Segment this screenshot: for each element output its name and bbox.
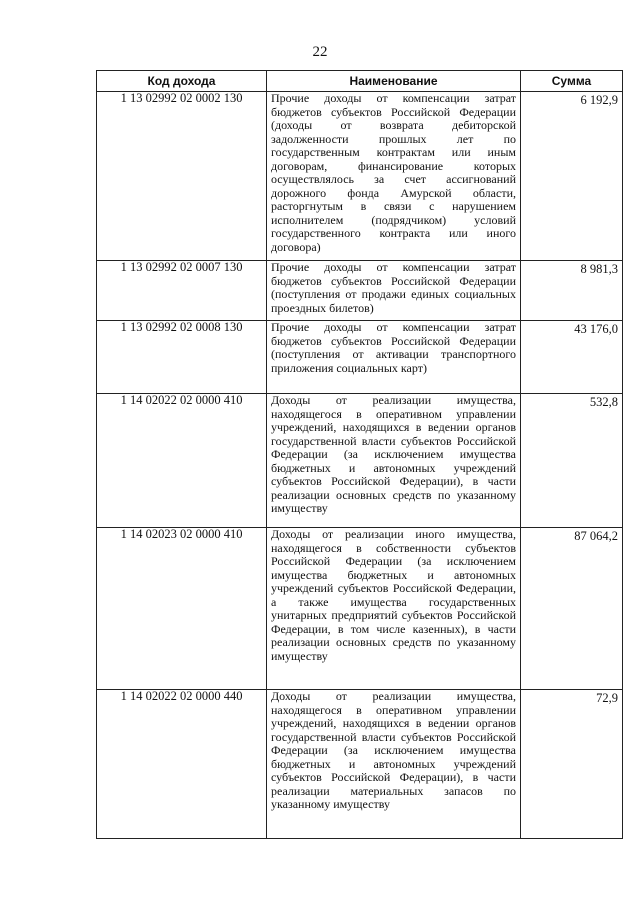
table-row [97, 394, 623, 528]
revenue-name: Доходы от реализации имущества, находящегося в оперативном управлении учреждений, находящихся в ведении органов государственной власти субъектов Российской Федерации (за исключением имущества бюджетных и автономных учреждений субъектов Российской Федерации), в части реализации материальных запасов по указанному имуществу [267, 690, 521, 839]
revenue-name: Прочие доходы от компенсации затрат бюджетов субъектов Российской Федерации (доходы от возврата дебиторской задолженности прошлых лет по государственным контрактам или иным договорам, финансирование которых осуществлялось за счет ассигнований дорожного фонда Амурской области, расторгнутым в связи с нарушением исполнителем (подрядчиком) условий государственного контракта или иного договора) [267, 92, 521, 261]
revenue-code: 1 13 02992 02 0008 130 [97, 321, 267, 394]
revenue-sum [521, 690, 623, 839]
revenue-name: Прочие доходы от компенсации затрат бюджетов субъектов Российской Федерации (поступления от активации транспортного приложения социальных карт) [267, 321, 521, 394]
sum-value: 43 176,0 [574, 322, 618, 336]
table-row [97, 528, 623, 690]
table-row [97, 92, 623, 261]
revenue-name: Прочие доходы от компенсации затрат бюджетов субъектов Российской Федерации (поступления от продажи единых социальных проездных билетов) [267, 261, 521, 321]
page-number: 22 [312, 44, 328, 60]
table-header-row [97, 71, 623, 92]
table-row [97, 690, 623, 839]
revenue-code: 1 14 02023 02 0000 410 [97, 528, 267, 690]
header-sum: Сумма [521, 71, 623, 92]
revenue-name: Доходы от реализации иного имущества, находящегося в собственности субъектов Российской Федерации (за исключением имущества бюджетных и автономных учреждений субъектов Российской Федерации, а также имущества государственных унитарных предприятий субъектов Российской Федерации, в том числе казенных), в части реализации основных средств по указанному имуществу [267, 528, 521, 690]
table-row [97, 261, 623, 321]
table-row [97, 321, 623, 394]
revenue-table [96, 70, 623, 839]
revenue-code: 1 13 02992 02 0002 130 [97, 92, 267, 261]
header-name: Наименование [267, 71, 521, 92]
revenue-code: 1 13 02992 02 0007 130 [97, 261, 267, 321]
sum-value: 8 981,3 [580, 262, 618, 276]
revenue-sum [521, 394, 623, 528]
revenue-sum [521, 528, 623, 690]
header-code: Код дохода [97, 71, 267, 92]
sum-value: 6 192,9 [580, 93, 618, 107]
revenue-sum [521, 321, 623, 394]
revenue-name: Доходы от реализации имущества, находящегося в оперативном управлении учреждений, находящихся в ведении органов государственной власти субъектов Российской Федерации (за исключением имущества бюджетных и автономных учреждений субъектов Российской Федерации), в части реализации основных средств по указанному имуществу [267, 394, 521, 528]
revenue-sum [521, 92, 623, 261]
sum-value: 532,8 [589, 395, 618, 409]
revenue-sum [521, 261, 623, 321]
revenue-code: 1 14 02022 02 0000 440 [97, 690, 267, 839]
revenue-code: 1 14 02022 02 0000 410 [97, 394, 267, 528]
sum-value: 72,9 [596, 691, 618, 705]
sum-value: 87 064,2 [574, 529, 618, 543]
